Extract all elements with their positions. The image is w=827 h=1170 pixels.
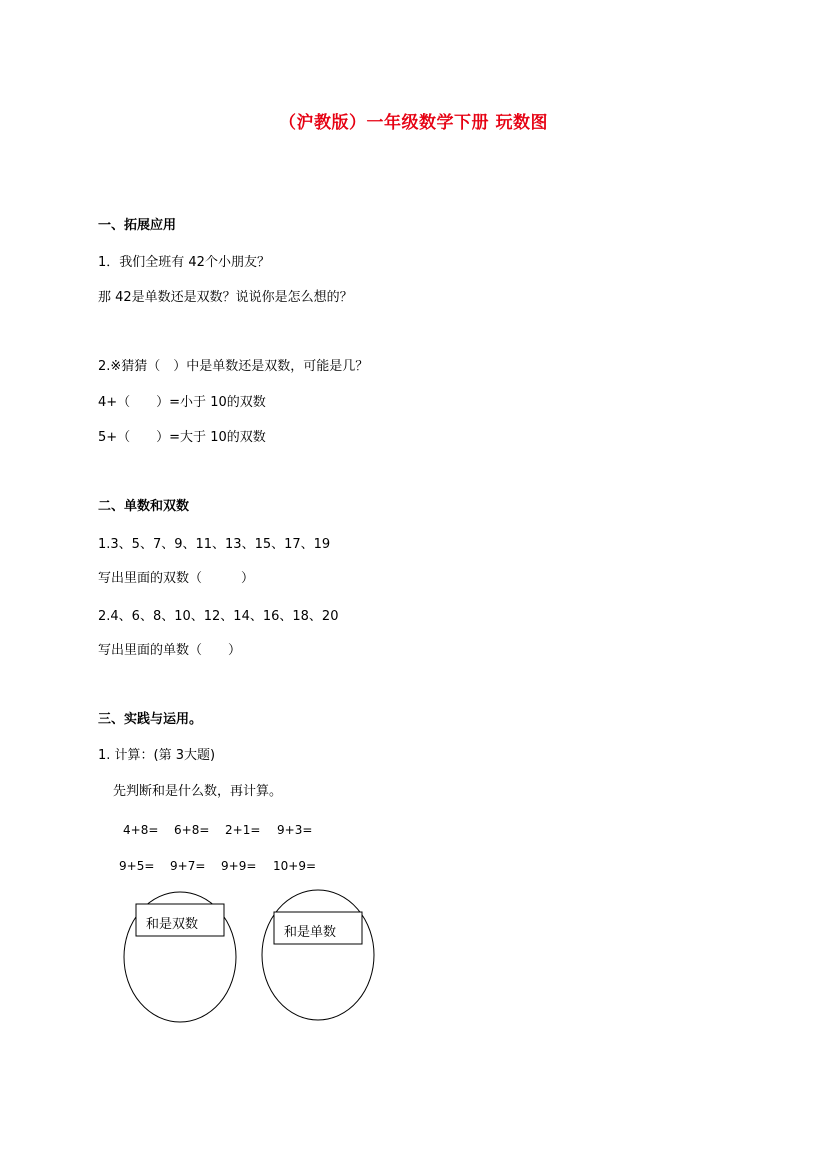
page-title: （沪教版）一年级数学下册 玩数图 [279, 113, 548, 133]
question-2-2-line-2: 写出里面的单数（ ） [98, 643, 242, 658]
question-1-2-line-3: 5+（ ）=大于 10的双数 [98, 430, 266, 445]
equation-1-3: 2+1= [225, 823, 261, 837]
equation-2-2: 9+7= [170, 859, 206, 873]
question-2-2-line-1: 2.4、6、8、10、12、14、16、18、20 [98, 609, 339, 624]
equation-1-2: 6+8= [174, 823, 210, 837]
question-1-1-line-2: 那 42是单数还是双数？说说你是怎么想的？ [98, 290, 353, 305]
section-heading-1: 一、拓展应用 [98, 218, 177, 233]
section-heading-3: 三、实践与运用。 [98, 712, 203, 727]
equation-1-4: 9+3= [277, 823, 313, 837]
question-2-1-line-2: 写出里面的双数（ ） [98, 571, 255, 586]
equation-2-1: 9+5= [119, 859, 155, 873]
question-1-2-line-1: 2.※猜猜（ ）中是单数还是双数，可能是几？ [98, 359, 369, 374]
equation-2-3: 9+9= [221, 859, 257, 873]
equation-1-1: 4+8= [123, 823, 159, 837]
question-1-1-line-1: 1．我们全班有 42个小朋友？ [98, 255, 270, 270]
question-3-1-line-2: 先判断和是什么数，再计算。 [113, 784, 283, 799]
question-1-2-line-2: 4+（ ）=小于 10的双数 [98, 395, 266, 410]
even-sum-label: 和是双数 [146, 917, 199, 932]
question-3-1-line-1: 1. 计算：(第 3大题) [98, 748, 216, 763]
odd-sum-circle [262, 890, 374, 1020]
section-heading-2: 二、单数和双数 [98, 499, 190, 514]
odd-sum-label: 和是单数 [284, 925, 337, 940]
question-2-1-line-1: 1.3、5、7、9、11、13、15、17、19 [98, 537, 331, 552]
equation-2-4: 10+9= [273, 859, 317, 873]
